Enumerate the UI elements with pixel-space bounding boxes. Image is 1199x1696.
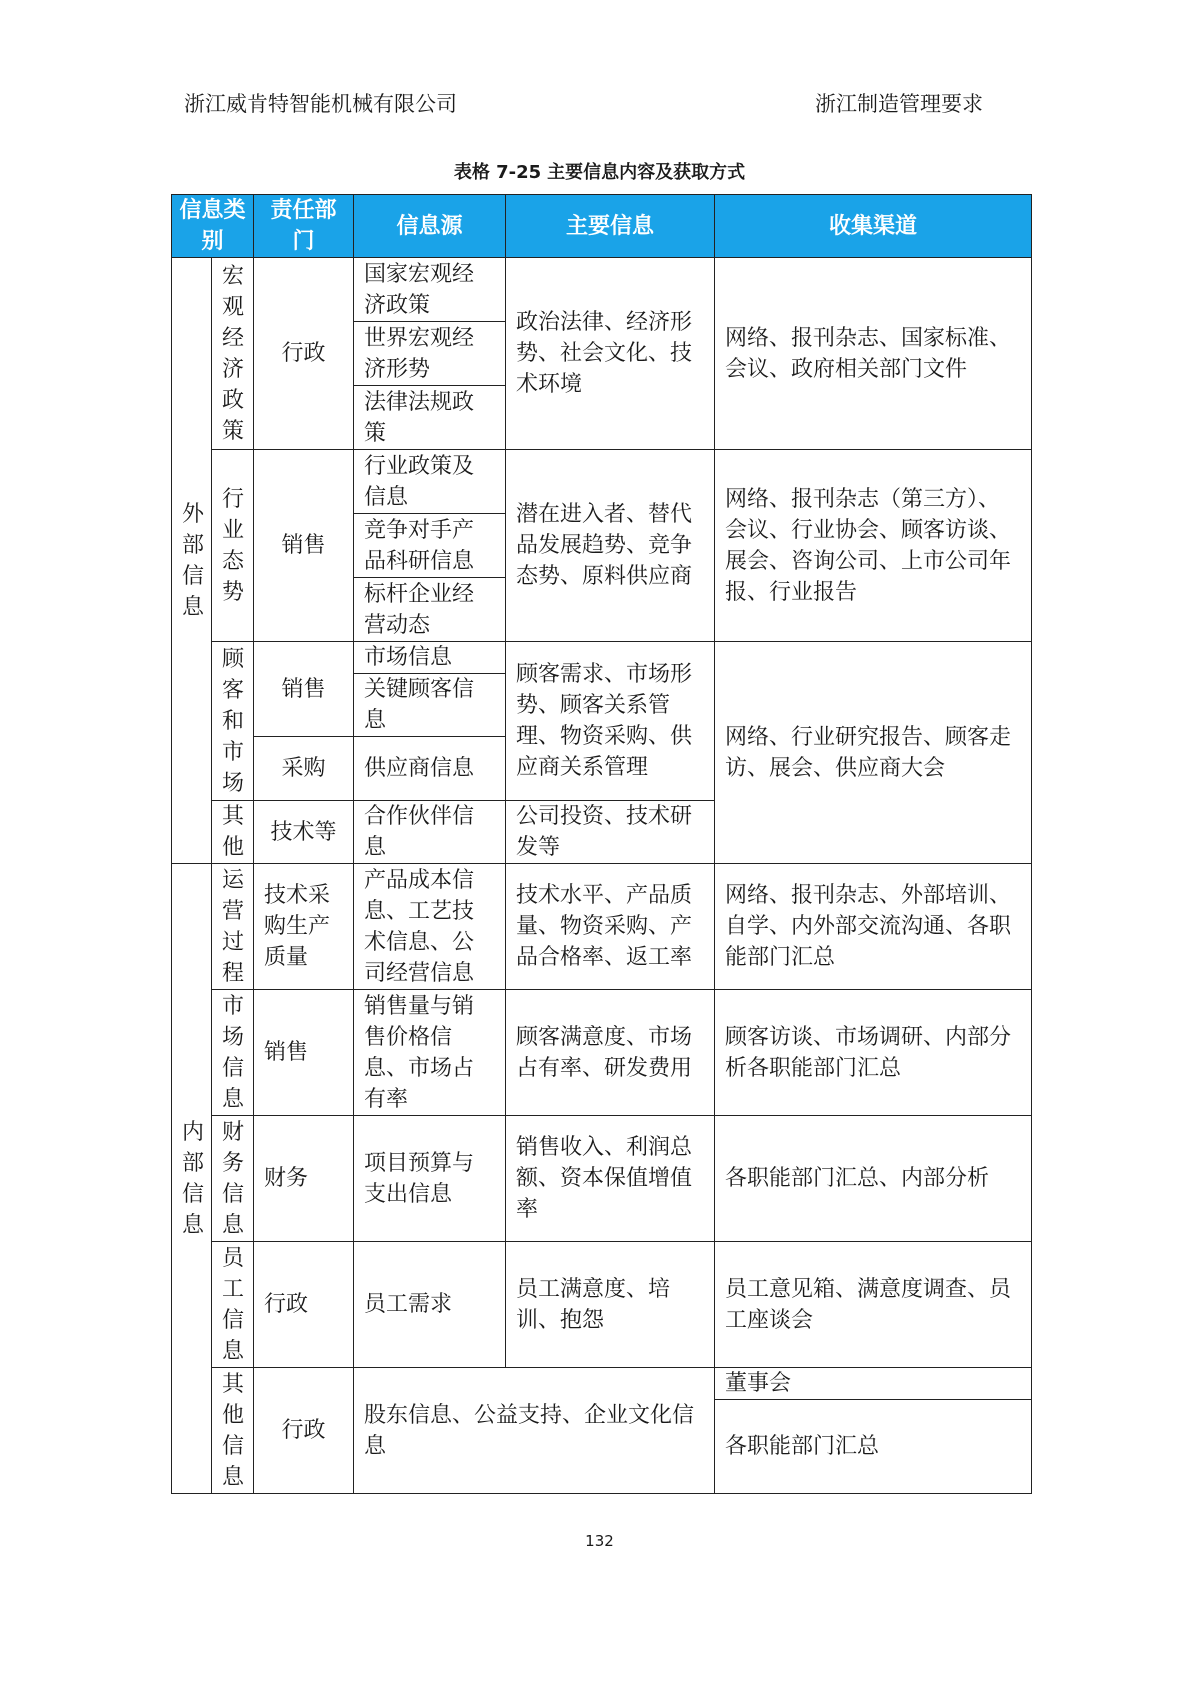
table-row (172, 990, 1032, 1116)
dept-cell: 行政 (254, 1242, 354, 1368)
channel-cell: 各职能部门汇总 (715, 1400, 1032, 1494)
subcategory-operation: 运营过程 (212, 864, 254, 990)
subcategory-internal-other: 其他信息 (212, 1368, 254, 1494)
channel-cell: 网络、报刊杂志、国家标准、会议、政府相关部门文件 (715, 258, 1032, 450)
source-cell: 股东信息、公益支持、企业文化信息 (354, 1368, 715, 1494)
dept-cell: 采购 (254, 737, 354, 801)
header-company: 浙江威肯特智能机械有限公司 (184, 92, 457, 116)
channel-cell: 员工意见箱、满意度调查、员工座谈会 (715, 1242, 1032, 1368)
dept-cell: 销售 (254, 990, 354, 1116)
dept-cell: 技术采购生产质量 (254, 864, 354, 990)
header-info: 主要信息 (506, 195, 715, 258)
source-cell: 法律法规政策 (354, 386, 506, 450)
table-row (172, 1368, 1032, 1400)
table-row (172, 450, 1032, 514)
subcategory-staff: 员工信息 (212, 1242, 254, 1368)
header-doc-title: 浙江制造管理要求 (815, 92, 983, 116)
info-cell: 公司投资、技术研发等 (506, 801, 715, 864)
header-type: 信息类别 (172, 195, 254, 258)
source-cell: 行业政策及信息 (354, 450, 506, 514)
category-external: 外部信息 (172, 258, 212, 864)
channel-cell: 顾客访谈、市场调研、内部分析各职能部门汇总 (715, 990, 1032, 1116)
table-row (172, 1242, 1032, 1368)
channel-cell: 董事会 (715, 1368, 1032, 1400)
info-cell: 员工满意度、培训、抱怨 (506, 1242, 715, 1368)
source-cell: 项目预算与支出信息 (354, 1116, 506, 1242)
source-cell: 产品成本信息、工艺技术信息、公司经营信息 (354, 864, 506, 990)
subcategory-industry: 行业态势 (212, 450, 254, 642)
subcategory-internal-market: 市场信息 (212, 990, 254, 1116)
subcategory-customer-market: 顾客和市场 (212, 642, 254, 801)
info-cell: 技术水平、产品质量、物资采购、产品合格率、返工率 (506, 864, 715, 990)
table-row (172, 864, 1032, 990)
subcategory-other: 其他 (212, 801, 254, 864)
source-cell: 供应商信息 (354, 737, 506, 801)
subcategory-macro: 宏观经济政策 (212, 258, 254, 450)
source-cell: 世界宏观经济形势 (354, 322, 506, 386)
table-caption (0, 158, 1199, 184)
table-header-row (172, 195, 1032, 258)
caption-label: 表格 7-25 (453, 162, 542, 183)
header-channel: 收集渠道 (715, 195, 1032, 258)
table-row (172, 1116, 1032, 1242)
caption-title: 主要信息内容及获取方式 (547, 162, 746, 183)
source-cell: 竞争对手产品科研信息 (354, 514, 506, 578)
channel-cell: 各职能部门汇总、内部分析 (715, 1116, 1032, 1242)
source-cell: 合作伙伴信息 (354, 801, 506, 864)
dept-cell: 技术等 (254, 801, 354, 864)
channel-cell: 网络、报刊杂志（第三方）、会议、行业协会、顾客访谈、展会、咨询公司、上市公司年报、行业报告 (715, 450, 1032, 642)
info-cell: 政治法律、经济形势、社会文化、技术环境 (506, 258, 715, 450)
dept-cell: 行政 (254, 1368, 354, 1494)
info-table (171, 194, 1032, 1494)
source-cell: 关键顾客信息 (354, 674, 506, 737)
source-cell: 标杆企业经营动态 (354, 578, 506, 642)
channel-cell: 网络、行业研究报告、顾客走访、展会、供应商大会 (715, 642, 1032, 864)
info-cell: 销售收入、利润总额、资本保值增值率 (506, 1116, 715, 1242)
source-cell: 员工需求 (354, 1242, 506, 1368)
subcategory-finance: 财务信息 (212, 1116, 254, 1242)
info-cell: 潜在进入者、替代品发展趋势、竞争态势、原料供应商 (506, 450, 715, 642)
dept-cell: 财务 (254, 1116, 354, 1242)
table-row (172, 258, 1032, 322)
source-cell: 销售量与销售价格信息、市场占有率 (354, 990, 506, 1116)
source-cell: 国家宏观经济政策 (354, 258, 506, 322)
header-source: 信息源 (354, 195, 506, 258)
dept-cell: 行政 (254, 258, 354, 450)
header-dept: 责任部门 (254, 195, 354, 258)
channel-cell: 网络、报刊杂志、外部培训、自学、内外部交流沟通、各职能部门汇总 (715, 864, 1032, 990)
page-number: 132 (585, 1532, 614, 1550)
info-cell: 顾客需求、市场形势、顾客关系管理、物资采购、供应商关系管理 (506, 642, 715, 801)
dept-cell: 销售 (254, 642, 354, 737)
table-row (172, 642, 1032, 674)
dept-cell: 销售 (254, 450, 354, 642)
info-cell: 顾客满意度、市场占有率、研发费用 (506, 990, 715, 1116)
source-cell: 市场信息 (354, 642, 506, 674)
category-internal: 内部信息 (172, 864, 212, 1494)
